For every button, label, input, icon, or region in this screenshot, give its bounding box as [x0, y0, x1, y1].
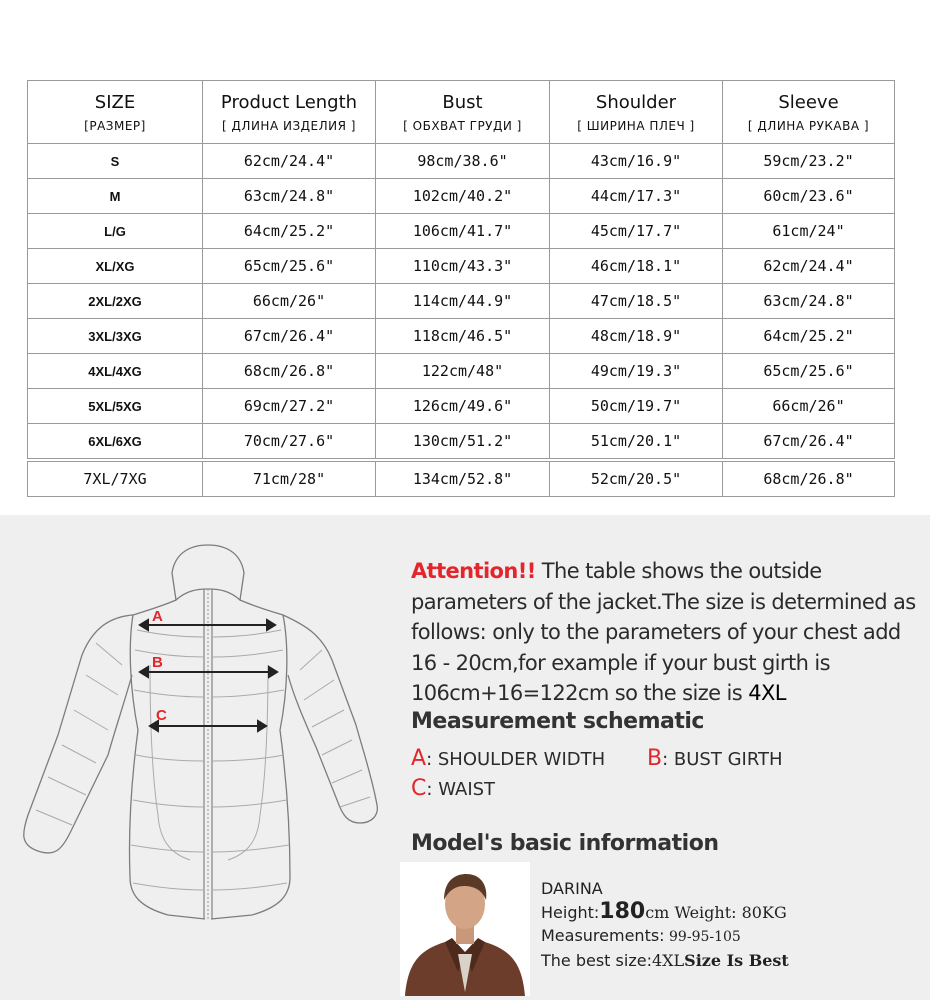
cell-size: 7XL/7XG — [28, 460, 203, 497]
cell-bust: 114cm/44.9" — [376, 284, 550, 319]
measure-label-b: BUST GIRTH — [673, 749, 783, 770]
cell-length: 66cm/26" — [203, 284, 376, 319]
jacket-sleeve-left — [24, 615, 133, 853]
cell-size: 3XL/3XG — [28, 319, 203, 354]
model-measurements-line: Measurements: 99-95-105 — [541, 926, 741, 945]
measure-label-a: SHOULDER WIDTH — [437, 749, 606, 770]
cell-size: 5XL/5XG — [28, 389, 203, 424]
cell-bust: 110cm/43.3" — [376, 249, 550, 284]
cell-size: M — [28, 179, 203, 214]
cell-size: L/G — [28, 214, 203, 249]
cell-bust: 134cm/52.8" — [376, 460, 550, 497]
cell-bust: 102cm/40.2" — [376, 179, 550, 214]
table-row — [28, 319, 895, 354]
header-sleeve: Sleeve [ ДЛИНА РУКАВА ] — [723, 81, 895, 144]
table-row — [28, 214, 895, 249]
measure-letter-a: A — [411, 746, 427, 771]
cell-shoulder: 48cm/18.9" — [550, 319, 723, 354]
arrow-a-head-left — [140, 620, 148, 630]
cell-shoulder: 46cm/18.1" — [550, 249, 723, 284]
cell-sleeve: 62cm/24.4" — [723, 249, 895, 284]
cell-length: 71cm/28" — [203, 460, 376, 497]
model-name: DARINA — [541, 879, 603, 898]
cell-shoulder: 52cm/20.5" — [550, 460, 723, 497]
table-row — [28, 179, 895, 214]
attention-text-2: 16 - 20cm,for example if your bust girth is 106cm+16=122cm so the size is — [411, 650, 830, 705]
cell-length: 64cm/25.2" — [203, 214, 376, 249]
measure-label-c: WAIST — [438, 779, 496, 800]
arrow-b-head-left — [140, 667, 148, 677]
measure-letter-b: B — [647, 746, 663, 771]
attention-size: 4XL — [748, 681, 786, 705]
arrow-c-head-right — [258, 721, 266, 731]
cell-sleeve: 63cm/24.8" — [723, 284, 895, 319]
table-header-row — [28, 81, 895, 144]
cell-sleeve: 66cm/26" — [723, 389, 895, 424]
cell-shoulder: 47cm/18.5" — [550, 284, 723, 319]
cell-length: 62cm/24.4" — [203, 144, 376, 179]
marker-b: B — [152, 654, 163, 671]
jacket-diagram — [0, 515, 400, 1000]
cell-size: XL/XG — [28, 249, 203, 284]
arrow-b-head-right — [269, 667, 277, 677]
cell-shoulder: 49cm/19.3" — [550, 354, 723, 389]
attention-text-1: The table shows the outside parameters of the jacket.The size is determined as follows: only to the parameters of your chest add — [411, 559, 916, 644]
model-title: Model's basic information — [411, 831, 719, 856]
jacket-outline — [24, 545, 378, 919]
cell-sleeve: 61cm/24" — [723, 214, 895, 249]
measure-sep-c: : — [426, 779, 433, 800]
cell-shoulder: 50cm/19.7" — [550, 389, 723, 424]
cell-bust: 118cm/46.5" — [376, 319, 550, 354]
cell-length: 68cm/26.8" — [203, 354, 376, 389]
measure-sep-b: : — [662, 749, 669, 770]
jacket-collar — [172, 545, 244, 600]
cell-bust: 106cm/41.7" — [376, 214, 550, 249]
header-bust: Bust [ ОБХВАТ ГРУДИ ] — [376, 81, 550, 144]
cell-bust: 122cm/48" — [376, 354, 550, 389]
model-info — [541, 877, 789, 972]
attention-paragraph — [411, 556, 926, 709]
cell-bust: 126cm/49.6" — [376, 389, 550, 424]
cell-size: S — [28, 144, 203, 179]
cell-length: 69cm/27.2" — [203, 389, 376, 424]
cell-size: 4XL/4XG — [28, 354, 203, 389]
cell-sleeve: 68cm/26.8" — [723, 460, 895, 497]
marker-a: A — [152, 608, 163, 625]
cell-sleeve: 60cm/23.6" — [723, 179, 895, 214]
measure-item-c — [411, 776, 495, 801]
arrow-a-head-right — [267, 620, 275, 630]
cell-sleeve: 59cm/23.2" — [723, 144, 895, 179]
cell-size: 2XL/2XG — [28, 284, 203, 319]
jacket-quilting — [36, 630, 370, 890]
cell-bust: 98cm/38.6" — [376, 144, 550, 179]
cell-length: 70cm/27.6" — [203, 424, 376, 461]
cell-shoulder: 51cm/20.1" — [550, 424, 723, 461]
measure-item-a — [411, 746, 605, 771]
model-photo — [400, 862, 530, 996]
jacket-sleeve-right — [283, 615, 377, 823]
cell-bust: 130cm/51.2" — [376, 424, 550, 461]
cell-sleeve: 64cm/25.2" — [723, 319, 895, 354]
header-shoulder: Shoulder [ ШИРИНА ПЛЕЧ ] — [550, 81, 723, 144]
measure-item-b — [647, 746, 783, 771]
table-row — [28, 144, 895, 179]
cell-sleeve: 67cm/26.4" — [723, 424, 895, 461]
model-best-size-line: The best size:4XLSize Is Best — [541, 951, 789, 970]
cell-length: 67cm/26.4" — [203, 319, 376, 354]
cell-shoulder: 45cm/17.7" — [550, 214, 723, 249]
measure-sep-a: : — [426, 749, 433, 770]
marker-c: C — [156, 707, 167, 724]
table-row — [28, 424, 895, 461]
size-table — [27, 80, 895, 497]
table-row — [28, 284, 895, 319]
table-row — [28, 249, 895, 284]
table-body — [28, 144, 895, 497]
measurement-title: Measurement schematic — [411, 709, 704, 734]
cell-length: 65cm/25.6" — [203, 249, 376, 284]
cell-sleeve: 65cm/25.6" — [723, 354, 895, 389]
cell-length: 63cm/24.8" — [203, 179, 376, 214]
model-height-line: Height:180cm Weight: 80KG — [541, 899, 787, 924]
measure-letter-c: C — [411, 776, 427, 801]
table-row — [28, 460, 895, 497]
attention-label: Attention!! — [411, 559, 536, 583]
cell-shoulder: 44cm/17.3" — [550, 179, 723, 214]
header-product-length: Product Length [ ДЛИНА ИЗДЕЛИЯ ] — [203, 81, 376, 144]
table-row — [28, 389, 895, 424]
cell-size: 6XL/6XG — [28, 424, 203, 461]
header-size: SIZE [РАЗМЕР] — [28, 81, 203, 144]
table-row — [28, 354, 895, 389]
cell-shoulder: 43cm/16.9" — [550, 144, 723, 179]
